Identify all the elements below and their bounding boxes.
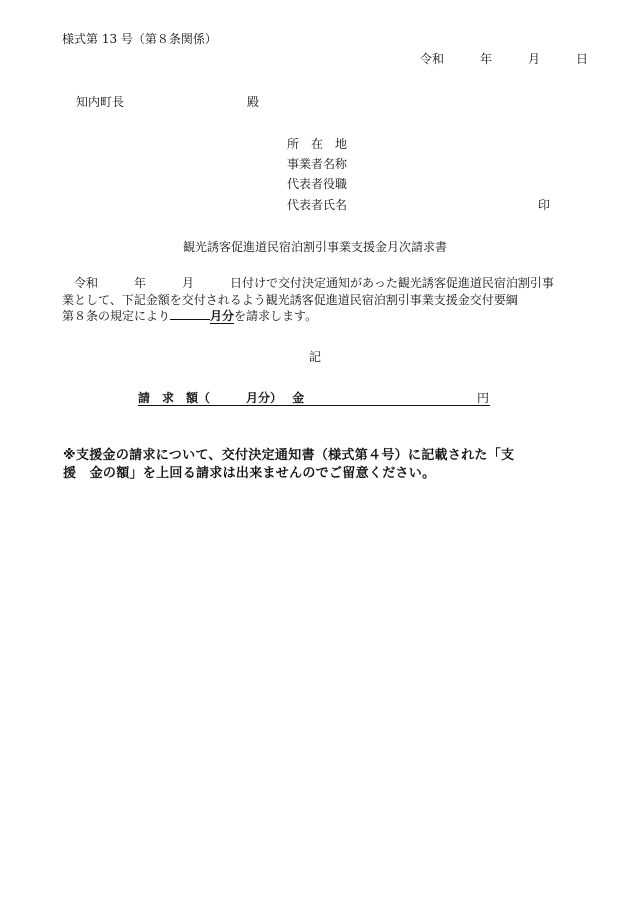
month-blank: [170, 319, 210, 320]
body-line-2: 業として、下記金額を交付されるよう観光誘客促進道民宿泊割引事業支援金交付要綱: [62, 293, 518, 307]
amount-unit: 円: [477, 391, 490, 405]
note-line-1: ※支援金の請求について、交付決定通知書（様式第４号）に記載された「支: [63, 448, 515, 463]
form-number: 様式第 13 号（第８条関係）: [62, 32, 217, 46]
body-line-3-post: を請求します。: [234, 309, 318, 323]
submission-date: 令和 年 月 日: [420, 52, 589, 66]
note-line-2: 援 金の額」を上回る請求は出来ませんのでご留意ください。: [63, 466, 436, 481]
body-line-1: 令和 年 月 日付けで交付決定通知があった観光誘客促進道民宿泊割引事: [62, 276, 554, 290]
month-suffix: 月分: [210, 309, 235, 323]
amount-underline: [138, 405, 490, 406]
applicant-company-label: 事業者名称: [287, 157, 348, 171]
amount-label: 請 求 額（ 月分） 金: [138, 391, 305, 405]
applicant-position-label: 代表者役職: [287, 177, 348, 191]
body-line-3-pre: 第８条の規定により: [62, 309, 171, 323]
applicant-address-label: 所 在 地: [287, 137, 348, 151]
addressee-honorific: 殿: [247, 95, 260, 109]
ki-heading: 記: [308, 350, 321, 364]
addressee-name: 知内町長: [76, 95, 125, 109]
seal-mark: 印: [538, 198, 551, 212]
body-line-3: [62, 310, 317, 322]
document-title: 観光誘客促進道民宿泊割引事業支援金月次請求書: [182, 240, 447, 254]
amount-row: [138, 392, 304, 405]
applicant-name-label: 代表者氏名: [287, 198, 348, 212]
